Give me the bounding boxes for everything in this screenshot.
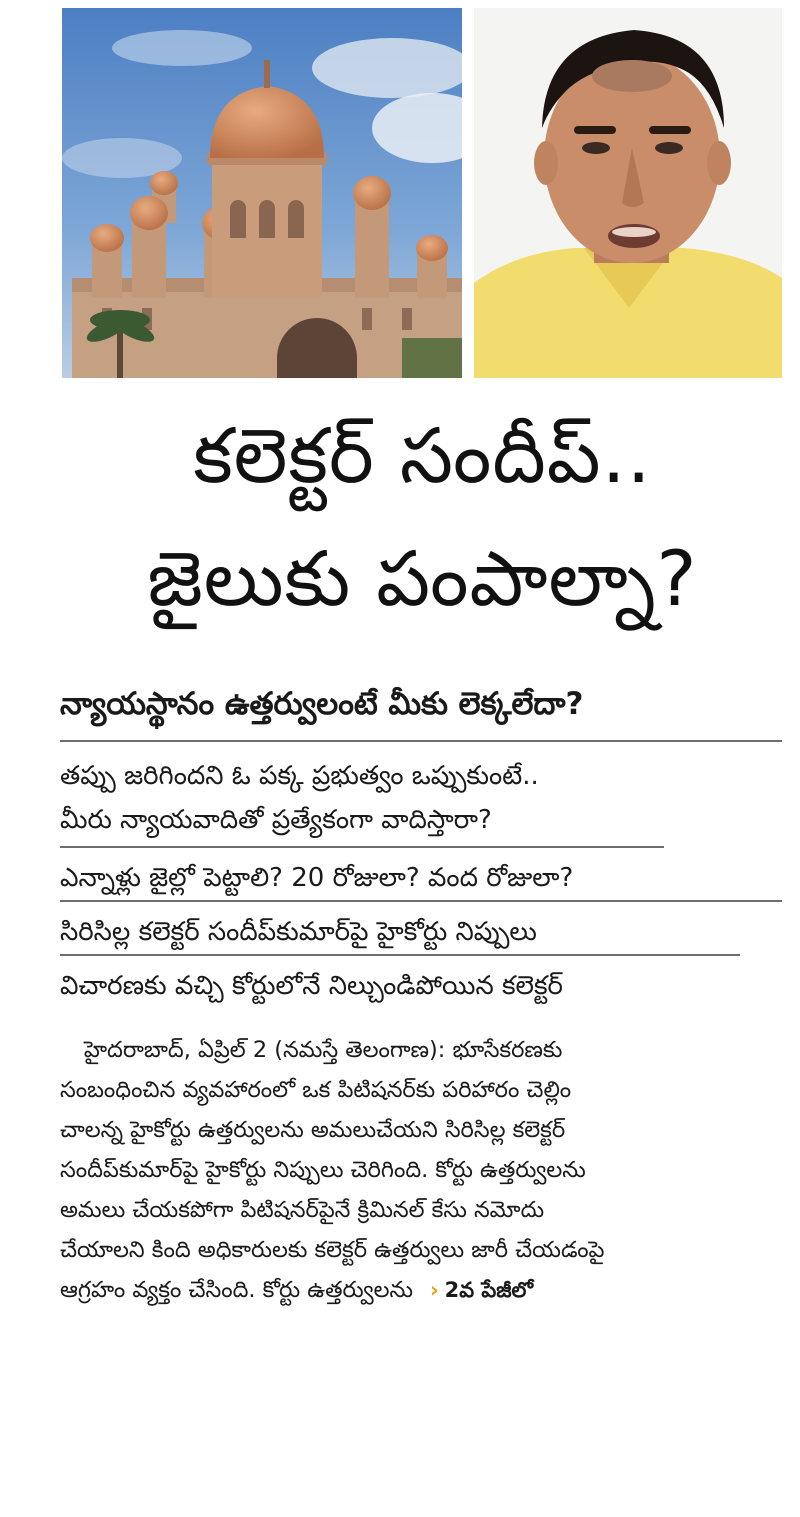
deck-line-4: సిరిసిల్ల కలెక్టర్ సందీప్‌కుమార్‌పై హైకోర్టు నిప్పులు [60, 917, 537, 947]
body-line: చేయాలని కింది అధికారులకు కలెక్టర్ ఉత్తర్వులు జారీ చేయడంపై [60, 1237, 605, 1263]
deck-line-1: తప్పు జరిగిందని ఓ పక్క ప్రభుత్వం ఒప్పుకుంటే.. [60, 761, 539, 791]
headline-line-1: కలెక్టర్ సందీప్.. [193, 411, 652, 500]
continued-arrow-icon: › [430, 1278, 439, 1302]
high-court-photo [62, 8, 462, 378]
collector-portrait-image [474, 8, 782, 378]
body-line: సందీప్‌కుమార్‌పై హైకోర్టు నిప్పులు చెరిగింది. కోర్టు ఉత్తర్వులను [60, 1157, 586, 1183]
photo-row [60, 8, 785, 380]
body-line-last [60, 1270, 782, 1310]
article-body [60, 1030, 785, 1310]
deck-line-2: మీరు న్యాయవాదితో ప్రత్యేకంగా వాదిస్తారా? [60, 805, 492, 835]
body-line: హైదరాబాద్, ఏప్రిల్ 2 (నమస్తే తెలంగాణ): భూసేకరణకు [83, 1037, 563, 1063]
high-court-image [62, 8, 462, 378]
collector-portrait [474, 8, 782, 378]
news-clipping [60, 8, 785, 1468]
body-line: అమలు చేయకపోగా పిటిషనర్‌పైనే క్రిమినల్ కేసు నమోదు [60, 1197, 545, 1223]
body-line-text: ఆగ్రహం వ్యక్తం చేసింది. కోర్టు ఉత్తర్వులను [60, 1277, 413, 1303]
deck-rule-1 [60, 846, 664, 848]
deck-line-5: విచారణకు వచ్చి కోర్టులోనే నిల్చుండిపోయిన కలెక్టర్ [60, 971, 563, 1001]
subheadline-rule [60, 740, 782, 742]
body-line: చాలన్న హైకోర్టు ఉత్తర్వులను అమలుచేయని సిరిసిల్ల కలెక్టర్ [60, 1117, 566, 1143]
deck-rule-2 [60, 900, 782, 902]
continued-on-page-link[interactable] [430, 1270, 533, 1310]
deck-line-3: ఎన్నాళ్లు జైల్లో పెట్టాలి? 20 రోజులా? వంద రోజులా? [60, 863, 574, 893]
body-line: సంబంధించిన వ్యవహారంలో ఒక పిటిషనర్‌కు పరిహారం చెల్లిం [60, 1077, 572, 1103]
continued-label: 2వ పేజీలో [444, 1278, 534, 1302]
deck-rule-3 [60, 954, 740, 956]
subheadline: న్యాయస్థానం ఉత్తర్వులంటే మీకు లెక్కలేదా? [60, 686, 584, 722]
headline-line-2: జైలుకు పంపాల్నా? [147, 534, 698, 623]
